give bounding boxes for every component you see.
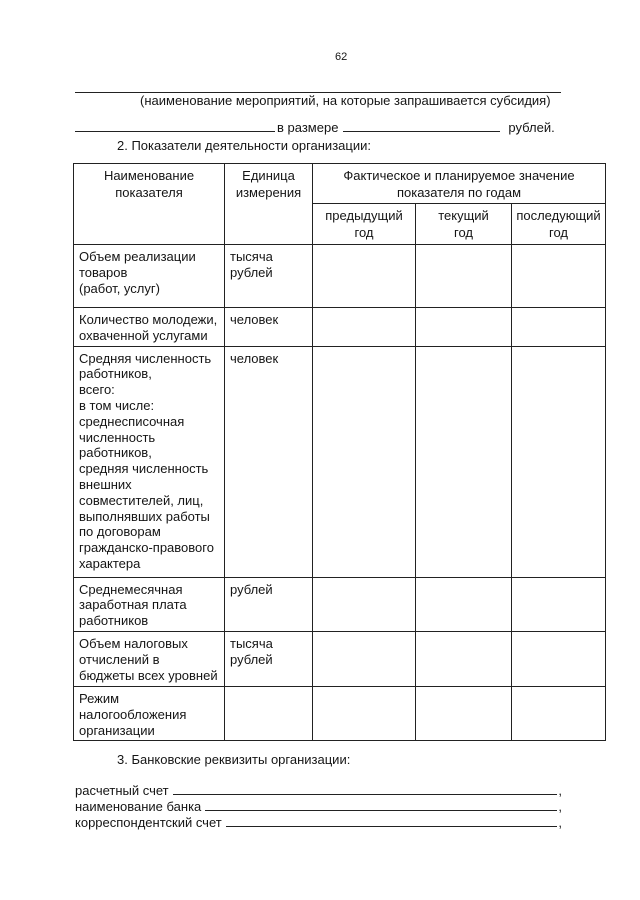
bank-field-account xyxy=(75,783,562,799)
header-previous-year: предыдущий год xyxy=(313,204,416,245)
header-unit: Единица измерения xyxy=(225,164,313,245)
indicator-unit: человек xyxy=(225,346,313,577)
bank-field-label: расчетный счет xyxy=(75,783,169,798)
table-row xyxy=(74,308,606,347)
table-row xyxy=(74,245,606,308)
value-next-year xyxy=(512,631,606,686)
table-row xyxy=(74,686,606,740)
value-previous-year xyxy=(313,577,416,631)
section-2-title: 2. Показатели деятельности организации: xyxy=(117,138,371,153)
value-next-year xyxy=(512,686,606,740)
bank-field-end: , xyxy=(558,799,562,814)
bank-field-end: , xyxy=(558,815,562,830)
header-next-year: последующий год xyxy=(512,204,606,245)
bank-field-bank-name xyxy=(75,799,562,815)
header-indicator-name: Наименование показателя xyxy=(74,164,225,245)
value-previous-year xyxy=(313,631,416,686)
bank-field-blank xyxy=(173,783,558,795)
value-previous-year xyxy=(313,245,416,308)
bank-field-correspondent-account xyxy=(75,815,562,831)
amount-label: в размере xyxy=(277,120,339,135)
amount-currency: рублей. xyxy=(508,120,555,135)
value-current-year xyxy=(416,346,512,577)
table-row xyxy=(74,346,606,577)
indicator-unit: рублей xyxy=(225,577,313,631)
value-current-year xyxy=(416,631,512,686)
bank-field-label: корреспондентский счет xyxy=(75,815,222,830)
value-previous-year xyxy=(313,346,416,577)
indicator-name: Средняя численность работников, всего: в том числе: среднесписочная численность работников, средняя численность внешних совместителей, лиц, выполнявших работы по договорам гражданско-правового характера xyxy=(74,346,225,577)
value-next-year xyxy=(512,577,606,631)
bank-field-blank xyxy=(226,815,558,827)
indicator-unit: тысяча рублей xyxy=(225,245,313,308)
bank-details xyxy=(75,783,562,831)
value-current-year xyxy=(416,308,512,347)
table-row xyxy=(74,631,606,686)
event-blank xyxy=(75,131,275,132)
value-next-year xyxy=(512,245,606,308)
bank-field-blank xyxy=(205,799,557,811)
amount-blank xyxy=(343,131,500,132)
event-name-caption: (наименование мероприятий, на которые запрашивается субсидия) xyxy=(140,93,551,108)
value-previous-year xyxy=(313,308,416,347)
indicator-unit: человек xyxy=(225,308,313,347)
value-current-year xyxy=(416,577,512,631)
indicators-table xyxy=(73,163,606,741)
header-values-by-year: Фактическое и планируемое значение показателя по годам xyxy=(313,164,606,204)
table-header-row xyxy=(74,164,606,204)
bank-field-end: , xyxy=(558,783,562,798)
value-next-year xyxy=(512,308,606,347)
page-number: 62 xyxy=(335,51,348,63)
header-current-year: текущий год xyxy=(416,204,512,245)
amount-line xyxy=(75,120,555,136)
section-3-title: 3. Банковские реквизиты организации: xyxy=(117,752,351,767)
indicator-unit xyxy=(225,686,313,740)
indicator-name: Среднемесячная заработная плата работников xyxy=(74,577,225,631)
value-current-year xyxy=(416,686,512,740)
indicator-name: Режим налогообложения организации xyxy=(74,686,225,740)
indicator-name: Количество молодежи, охваченной услугами xyxy=(74,308,225,347)
value-previous-year xyxy=(313,686,416,740)
value-current-year xyxy=(416,245,512,308)
indicator-unit: тысяча рублей xyxy=(225,631,313,686)
table-row xyxy=(74,577,606,631)
indicator-name: Объем реализации товаров (работ, услуг) xyxy=(74,245,225,308)
bank-field-label: наименование банка xyxy=(75,799,202,814)
indicator-name: Объем налоговых отчислений в бюджеты всех уровней xyxy=(74,631,225,686)
value-next-year xyxy=(512,346,606,577)
